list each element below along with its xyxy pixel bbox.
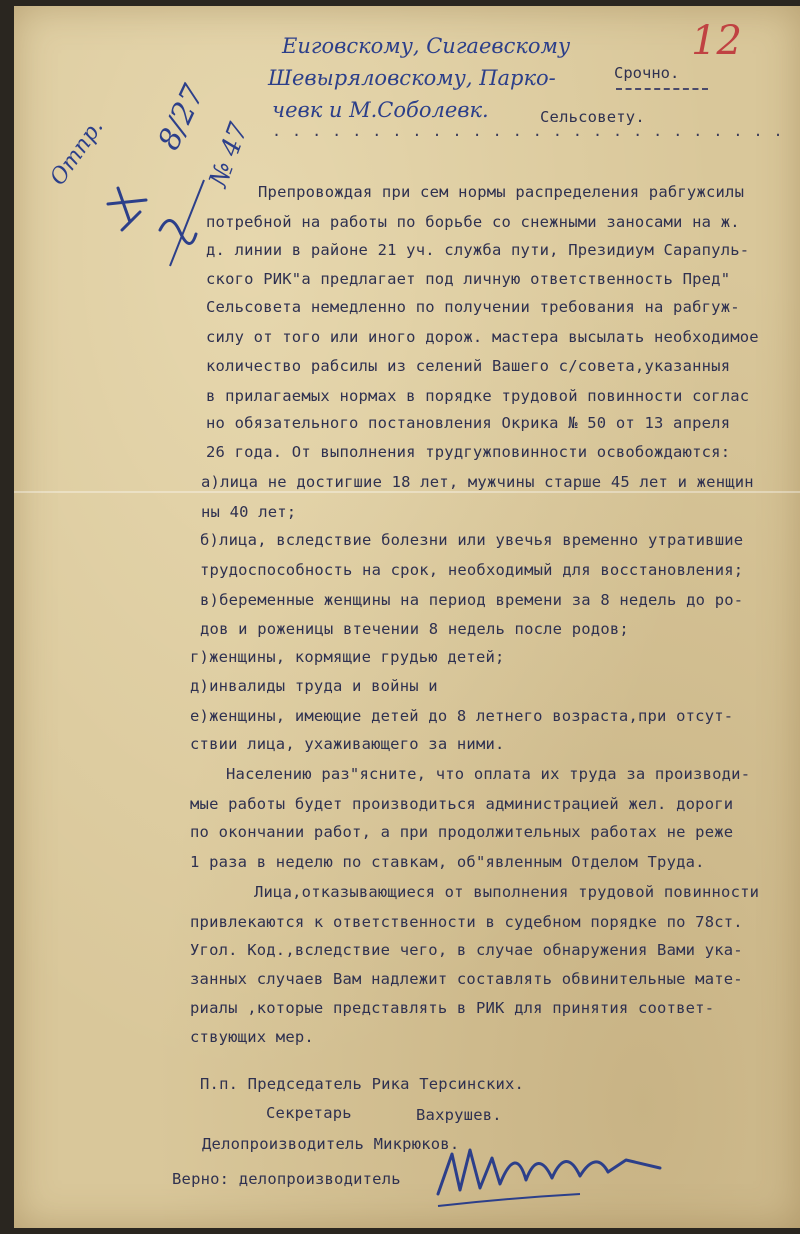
body-line: риалы ,которые представлять в РИК для принятия соответ- <box>190 999 715 1017</box>
body-line: в)беременные женщины на период времени за 8 недель до ро- <box>200 591 744 609</box>
body-line: потребной на работы по борьбе со снежными заносами на ж. <box>206 213 740 231</box>
body-line: 26 года. От выполнения трудгужповинности освобождаются: <box>206 443 731 461</box>
body-line: в прилагаемых нормах в порядке трудовой повинности соглас <box>206 387 750 405</box>
body-line: мые работы будет производиться администрацией жел. дороги <box>190 795 734 813</box>
addressee-dots: . . . . . . . . . . . . . . . . . . . . . . . . . . <box>272 122 784 140</box>
body-line: силу от того или иного дорож. мастера высылать необходимое <box>206 328 759 346</box>
clerk-signature: Делопроизводитель Микрюков. <box>202 1135 460 1153</box>
page-number: 12 <box>691 18 742 64</box>
margin-note-sent: Отпр. <box>45 114 109 191</box>
body-line: по окончании работ, а при продолжительных работах не реже <box>190 823 734 841</box>
body-line: ны 40 лет; <box>201 503 297 521</box>
paper-fold <box>14 491 800 493</box>
addressee-line-3: чевк и М.Соболевк. <box>272 98 489 122</box>
secretary-title: Секретарь <box>266 1104 352 1122</box>
margin-note-date: 8/27 <box>151 79 212 156</box>
body-line: 1 раза в неделю по ставкам, об"явленным Отделом Труда. <box>190 853 705 871</box>
body-line: а)лица не достигшие 18 лет, мужчины старше 45 лет и женщин <box>201 473 754 491</box>
body-line: Препровождая при сем нормы распределения рабгужсилы <box>258 183 745 201</box>
urgent-underline <box>616 88 708 90</box>
body-line: трудоспособность на срок, необходимый для восстановления; <box>200 561 744 579</box>
addressee-line-1: Еиговскому, Сигаевскому <box>282 34 571 58</box>
body-line: ствующих мер. <box>190 1028 314 1046</box>
addressee-line-2: Шевыряловскому, Парко- <box>268 66 556 90</box>
body-line: е)женщины, имеющие детей до 8 летнего возраста,при отсут- <box>190 707 734 725</box>
body-line: д. линии в районе 21 уч. служба пути, Президиум Сарапуль- <box>206 241 750 259</box>
body-line: количество рабсилы из селений Вашего с/совета,указанныя <box>206 357 731 375</box>
margin-scribble-icon <box>100 170 210 280</box>
addressee-suffix: Сельсовету. <box>540 108 645 126</box>
body-line: занных случаев Вам надлежит составлять обвинительные мате- <box>190 970 743 988</box>
body-line: привлекаются к ответственности в судебном порядке по 78ст. <box>190 913 743 931</box>
body-line: Населению раз"ясните, что оплата их труда за производи- <box>226 765 751 783</box>
secretary-name: Вахрушев. <box>416 1106 502 1124</box>
body-line: Лица,отказывающиеся от выполнения трудовой повинности <box>254 883 760 901</box>
body-line: ского РИК"а предлагает под личную ответственность Пред" <box>206 270 731 288</box>
body-line: но обязательного постановления Окрика № 50 от 13 апреля <box>206 414 731 432</box>
body-line: дов и роженицы втечении 8 недель после родов; <box>200 620 629 638</box>
handwritten-signature-icon <box>430 1124 670 1214</box>
urgent-mark: Срочно. <box>614 64 680 82</box>
body-line: б)лица, вследствие болезни или увечья временно утратившие <box>200 531 744 549</box>
chairman-signature: П.п. Председатель Рика Терсинских. <box>200 1075 525 1093</box>
body-line: д)инвалиды труда и войны и <box>190 677 438 695</box>
body-line: г)женщины, кормящие грудью детей; <box>190 648 505 666</box>
body-line: Угол. Код.,вследствие чего, в случае обнаружения Вами ука- <box>190 941 743 959</box>
body-line: ствии лица, ухаживающего за ними. <box>190 735 505 753</box>
margin-note-number: № 47 <box>203 118 255 192</box>
body-line: Сельсовета немедленно по получении требования на рабгуж- <box>206 298 740 316</box>
certified-line: Верно: делопроизводитель <box>172 1170 401 1188</box>
